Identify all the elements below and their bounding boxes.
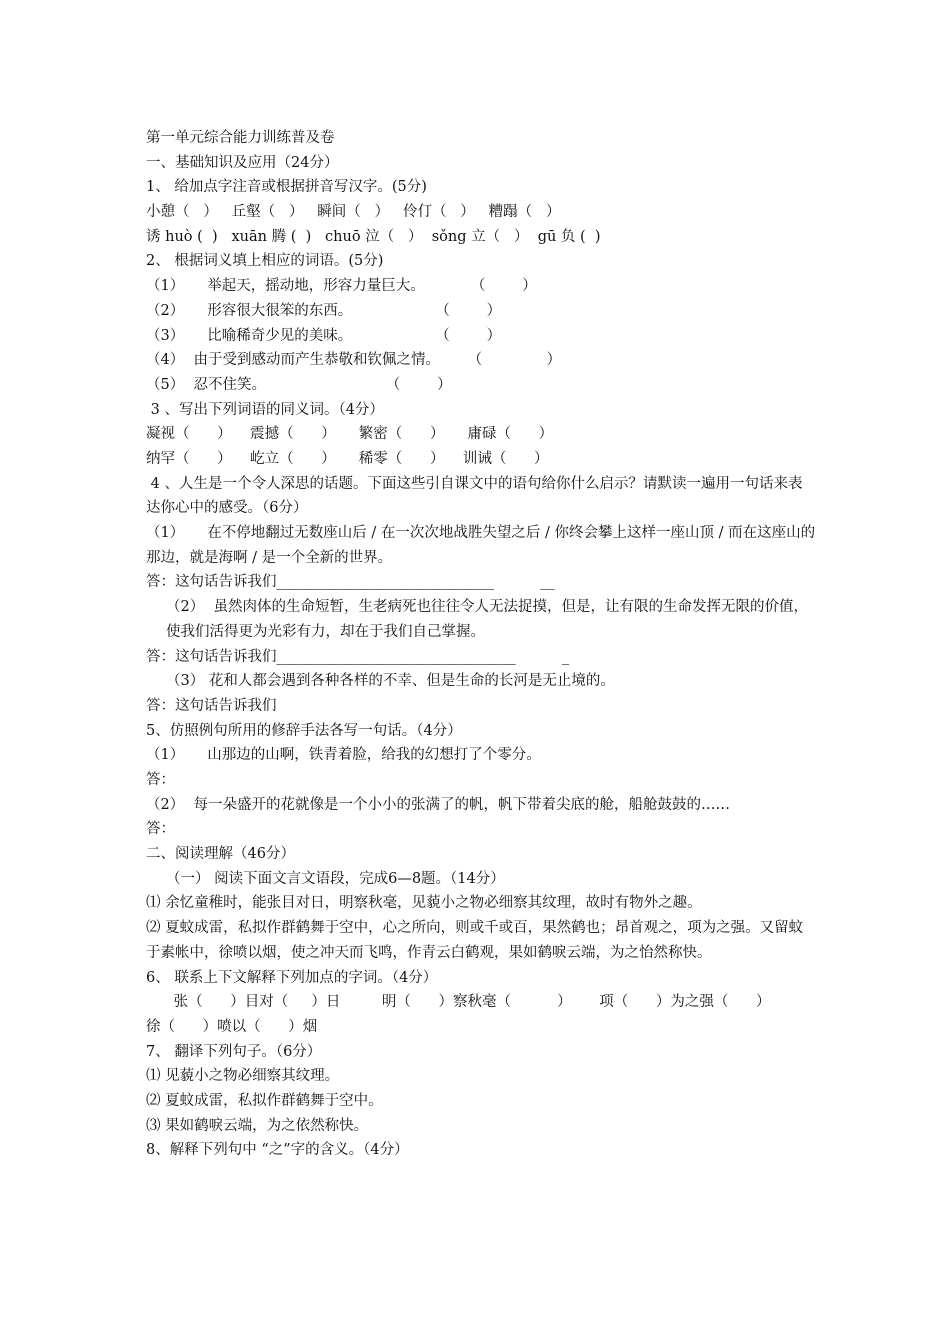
question-line: （3） 花和人都会遇到各种各样的不幸、但是生命的长河是无止境的。: [166, 673, 615, 690]
question-5: 5、仿照例句所用的修辞手法各写一句话。（4分）: [146, 722, 462, 739]
question-line: （1） 在不停地翻过无数座山后 / 在一次次地战胜失望之后 / 你终会攀上这样一座山顶 / 而在这座山的那边，就是海啊 / 是一个全新的世界。: [146, 525, 816, 566]
question-7: 7、 翻译下列句子。（6分）: [146, 1043, 322, 1060]
question-line: （5） 忍不住笑。 （ ）: [146, 376, 452, 393]
question-line: （4） 由于受到感动而产生恭敬和钦佩之情。 （ ）: [146, 352, 562, 369]
doc-title: 第一单元综合能力训练普及卷: [146, 130, 335, 146]
question-3: 3 、写出下列词语的同义词。（4分）: [146, 401, 384, 418]
document-page: [146, 126, 816, 1163]
question-line: 诱 huò ( ) xuān 腾 ( ) chuō 泣（ ） sǒng 立（ ） gū 负 ( ): [146, 228, 601, 245]
question-line: 纳罕（ ） 屹立（ ） 稀零（ ） 训诫（ ）: [146, 450, 549, 467]
question-line: （3） 比喻稀奇少见的美味。 （ ）: [146, 327, 502, 344]
question-line: 小憩（ ） 丘壑（ ） 瞬间（ ） 伶仃（ ） 糟蹋（ ）: [146, 204, 561, 221]
passage-instruction: （一） 阅读下面文言文语段，完成6—8题。（14分）: [166, 870, 505, 887]
section-heading: 一、基础知识及应用（24分）: [146, 154, 339, 171]
question-2: 2、 根据词义填上相应的词语。(5分): [146, 253, 384, 270]
passage-paragraph: ⑴ 余忆童稚时，能张目对日，明察秋毫，见藐小之物必细察其纹理，故时有物外之趣。: [146, 895, 702, 912]
question-line: 徐（ ）喷以（ ）烟: [146, 1018, 318, 1035]
question-line: ⑴ 见藐小之物必细察其纹理。: [146, 1068, 340, 1085]
question-line: （2） 形容很大很笨的东西。 （ ）: [146, 302, 502, 319]
question-line: （1） 举起天，摇动地，形容力量巨大。 （ ）: [146, 278, 537, 295]
question-line: 凝视（ ） 震撼（ ） 繁密（ ） 庸碌（ ）: [146, 426, 554, 443]
answer-line: 答：: [146, 821, 175, 838]
question-4: 4 、人生是一个令人深思的话题。下面这些引自课文中的语句给你什么启示？请默读一遍用一句话来表达你心中的感受。（6分）: [146, 475, 803, 517]
question-line: 张（ ）目对（ ）日 明（ ）察秋毫（ ） 项（ ）为之强（ ）: [146, 994, 771, 1011]
answer-line: 答：这句话告诉我们______________________________ __: [146, 574, 555, 591]
question-line: （1） 山那边的山啊，铁青着脸，给我的幻想打了个零分。: [146, 747, 541, 764]
question-line: （2） 每一朵盛开的花就像是一个小小的张满了的帆，帆下带着尖底的舱，船舱鼓鼓的……: [146, 796, 730, 813]
section-heading: 二、阅读理解（46分）: [146, 846, 295, 863]
passage-paragraph: ⑵ 夏蚊成雷，私拟作群鹤舞于空中，心之所向，则或千或百，果然鹤也；昂首观之，项为之强。又留蚊于素帐中，徐喷以烟，使之冲天而飞鸣，作青云白鹤观，果如鹤唳云端，为之怡然称快。: [146, 920, 804, 961]
question-1: 1、 给加点字注音或根据拼音写汉字。(5分): [146, 179, 427, 196]
answer-line: 答：: [146, 771, 175, 788]
question-6: 6、 联系上下文解释下列加点的字词。（4分）: [146, 969, 438, 986]
question-line: ⑵ 夏蚊成雷，私拟作群鹤舞于空中。: [146, 1092, 383, 1109]
answer-line: 答：这句话告诉我们: [146, 697, 277, 714]
answer-line: 答：这句话告诉我们_________________________________ _: [146, 648, 570, 665]
question-line: ⑶ 果如鹤唳云端，为之依然称快。: [146, 1117, 369, 1134]
question-8: 8、解释下列句中 “之”字的含义。（4分）: [146, 1142, 409, 1159]
question-line: （2） 虽然肉体的生命短暂，生老病死也往往令人无法捉摸，但是，让有限的生命发挥无限的价值，使我们活得更为光彩有力，却在于我们自己掌握。: [166, 599, 808, 640]
